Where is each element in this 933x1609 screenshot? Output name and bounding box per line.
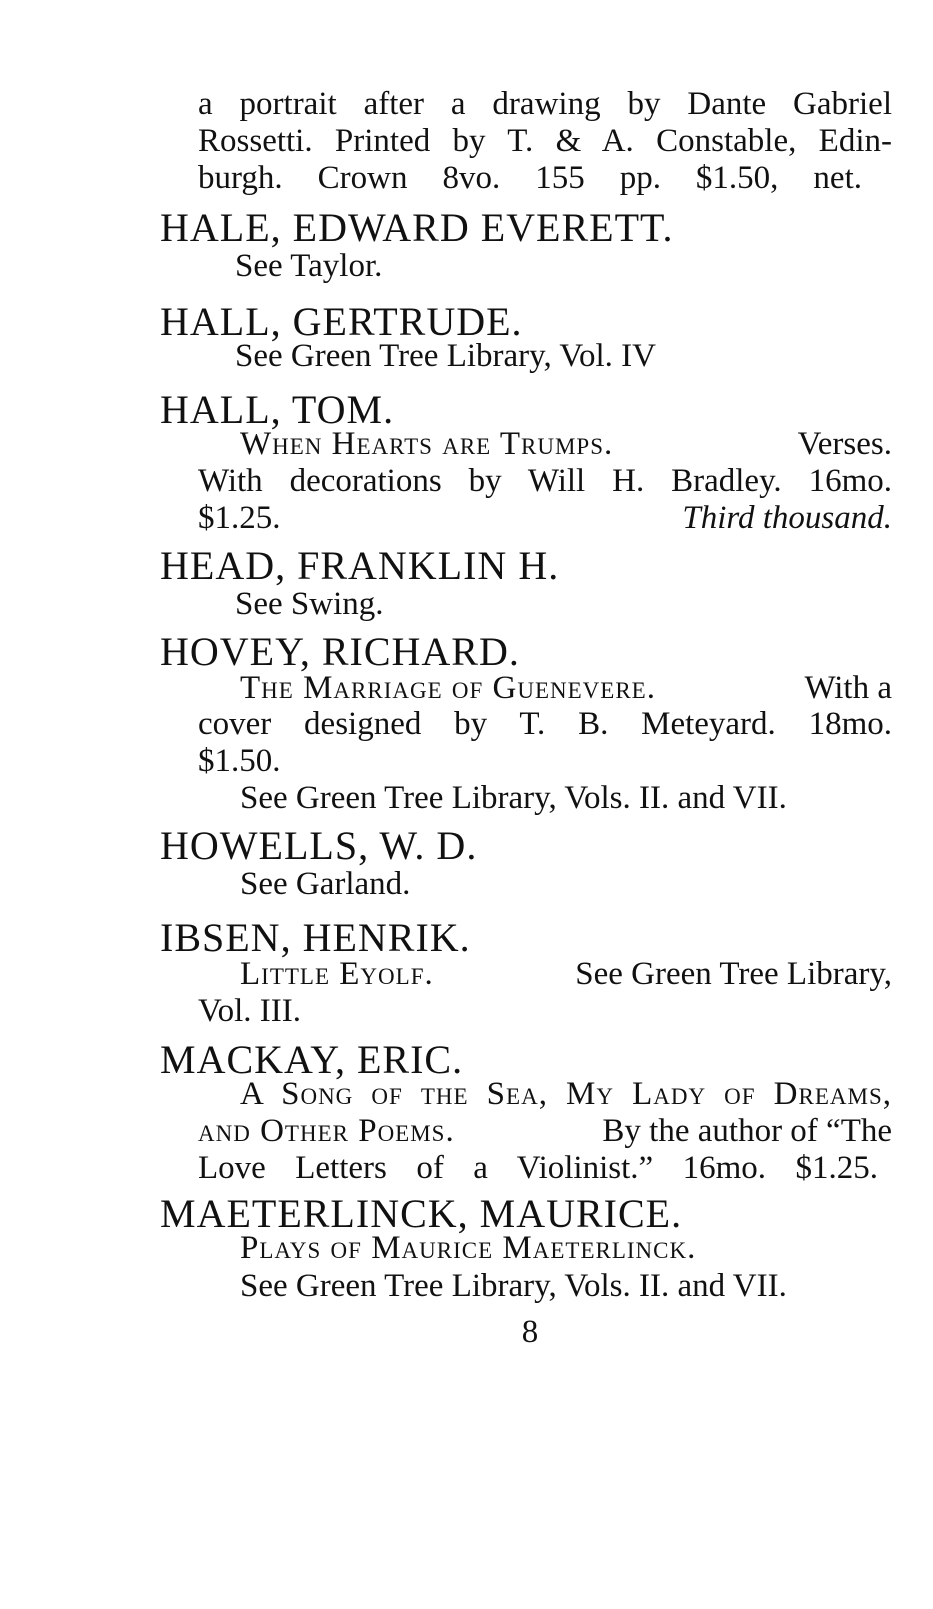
hovey-title-line [240, 672, 892, 705]
heading-hale: HALE, EDWARD EVERETT. [160, 205, 674, 250]
hall-tom-title-line [240, 428, 892, 461]
mackay-book-title-line-2: and Other Poems. [198, 1113, 455, 1149]
howells-see-line: See Garland. [240, 866, 411, 902]
hale-see-line: See Taylor. [235, 248, 383, 284]
hall-tom-price: $1.25. [198, 500, 281, 536]
ibsen-title-line [240, 958, 892, 991]
mackay-line-2-rest: By the author of “The [602, 1113, 892, 1149]
heading-howells: HOWELLS, W. D. [160, 823, 478, 868]
ibsen-line-2: Vol. III. [198, 993, 301, 1029]
hovey-title-rest: With a [804, 670, 892, 706]
heading-head: HEAD, FRANKLIN H. [160, 543, 560, 588]
maeterlinck-see-line: See Green Tree Library, Vols. II. and VII. [240, 1268, 787, 1304]
hovey-see-line: See Green Tree Library, Vols. II. and VII. [240, 780, 787, 816]
head-see-line: See Swing. [235, 586, 384, 622]
intro-line-1: a portrait after a drawing by Dante Gabriel [198, 86, 892, 122]
intro-line-3: burgh. Crown 8vo. 155 pp. $1.50, net. [198, 160, 862, 196]
heading-ibsen: IBSEN, HENRIK. [160, 915, 471, 960]
maeterlinck-book-title: Plays of Maurice Maeterlinck. [240, 1230, 697, 1266]
heading-mackay: MACKAY, ERIC. [160, 1037, 464, 1082]
hall-tom-genre: Verses. [797, 426, 892, 462]
hall-tom-edition: Third thousand. [682, 500, 892, 536]
ibsen-book-title: Little Eyolf. [240, 956, 434, 992]
intro-line-2: Rossetti. Printed by T. & A. Constable, Edin- [198, 123, 892, 159]
hall-gertrude-see-line: See Green Tree Library, Vol. IV [235, 338, 656, 374]
mackay-book-title-line-1: A Song of the Sea, My Lady of Dreams, [240, 1076, 892, 1112]
mackay-line-3: Love Letters of a Violinist.” 16mo. $1.25. [198, 1150, 878, 1186]
heading-hovey: HOVEY, RICHARD. [160, 629, 520, 674]
heading-hall-gertrude: HALL, GERTRUDE. [160, 299, 523, 344]
heading-hall-tom: HALL, TOM. [160, 387, 395, 432]
hall-tom-book-title: When Hearts are Trumps. [240, 426, 614, 462]
hovey-line-2: cover designed by T. B. Meteyard. 18mo. [198, 706, 892, 742]
hovey-book-title: The Marriage of Guenevere. [240, 670, 656, 706]
mackay-line-2 [198, 1115, 892, 1148]
ibsen-title-rest: See Green Tree Library, [575, 956, 892, 992]
hovey-price: $1.50. [198, 743, 281, 779]
hall-tom-line-2: With decorations by Will H. Bradley. 16mo. [198, 463, 892, 499]
page-number: 8 [521, 1314, 539, 1350]
hall-tom-line-3 [198, 502, 892, 535]
heading-maeterlinck: MAETERLINCK, MAURICE. [160, 1191, 683, 1236]
